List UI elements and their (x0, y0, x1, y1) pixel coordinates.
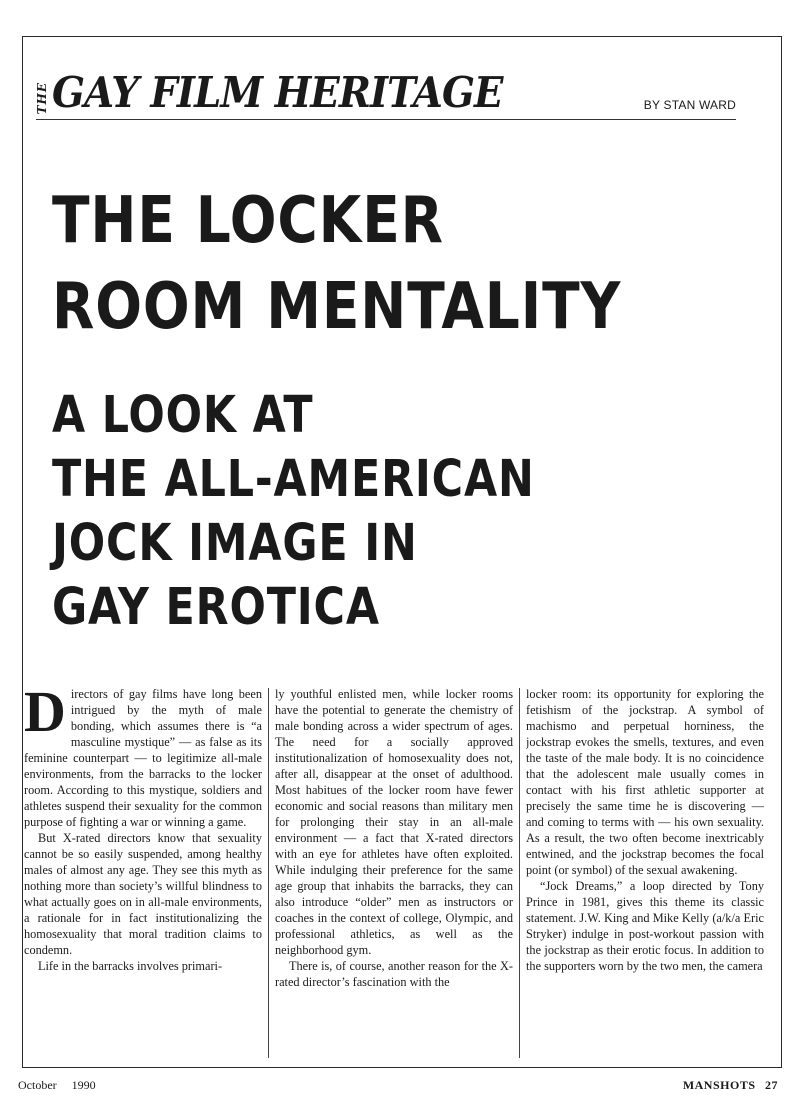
subheadline (52, 384, 623, 640)
issue-date (18, 1078, 96, 1093)
subhead-line: A LOOK AT (52, 386, 314, 445)
paragraph: locker room: its opportunity for exploring the fetishism of the jockstrap. A symbol of machismo and perpetual horniness, the jockstrap evokes the smells, textures, and even the taste of the male body. It is no coincidence that the adolescent male usually comes in contact with his first athletic supporter at precisely the same time he is discovering — and coming to terms with — his own sexuality. As a result, the two often become inextricably entwined, and the jockstrap becomes the focal point (or symbol) of the sexual awakening. (526, 687, 764, 877)
header-rule (36, 119, 736, 120)
column-divider (519, 688, 520, 1058)
paragraph (24, 686, 262, 830)
article-column-3 (526, 686, 764, 1058)
paragraph-text: irectors of gay films have long been intrigued by the myth of male bonding, which assumes there is “a masculine mystique” — as false as its feminine counterpart — to legitimize all-male environments, from the barracks to the locker room. According to this mystique, soldiers and athletes suspend their sexuality for the common purpose of fighting a war or winning a game. (24, 687, 262, 829)
paragraph: “Jock Dreams,” a loop directed by Tony Prince in 1981, gives this theme its classic statement. J.W. King and Mike Kelly (a/k/a Eric Stryker) indulge in post-workout passion with the jockstrap as their erotic focus. In addition to the supporters worn by the two men, the camera (526, 879, 764, 973)
subhead-line: THE ALL-AMERICAN (52, 450, 535, 509)
column-divider (268, 688, 269, 1058)
headline-line: ROOM MENTALITY (52, 270, 622, 344)
paragraph: ly youthful enlisted men, while locker rooms have the potential to generate the chemistry of male bonding across a wider spectrum of ages. The need for a socially approved institutionalization of homosexuality does not, after all, disappear at the onset of adulthood. Most habitues of the locker room have fewer economic and social reasons than military men for prolonging their stay in an all-male environment — a fact that X-rated directors with an eye for athletes have often exploited. While indulging their preference for the same age group that inhabits the barracks, they can also introduce “older” men as instructors or coaches in the context of college, Olympic, and professional athletics, as well as the neighborhood gym. (275, 687, 513, 957)
page-number: 27 (765, 1078, 778, 1092)
byline: BY STAN WARD (643, 98, 736, 112)
paragraph: But X-rated directors know that sexuality cannot be so easily suspended, among healthy males of almost any age. They see this myth as nothing more than society’s willful blindness to what actually goes on in all-male environments, a rationale for in fact institutionalizing the homosexuality that moral tradition claims to condemn. (24, 831, 262, 957)
headline (52, 178, 637, 350)
issue-year: 1990 (71, 1078, 96, 1092)
issue-month: October (18, 1078, 57, 1092)
subhead-line: JOCK IMAGE IN (52, 514, 418, 573)
article-column-1 (24, 686, 262, 1058)
folio (683, 1078, 778, 1093)
series-masthead (35, 64, 542, 117)
article-body (24, 686, 764, 1058)
paragraph: There is, of course, another reason for the X-rated director’s fascination with the (275, 959, 513, 989)
subhead-line: GAY EROTICA (52, 578, 380, 637)
paragraph: Life in the barracks involves primari- (38, 959, 223, 973)
series-title: GAY FILM HERITAGE (52, 68, 503, 117)
drop-cap: D (24, 686, 66, 744)
magazine-name: MANSHOTS (682, 1078, 756, 1092)
series-prefix: THE (35, 81, 49, 114)
article-column-2 (275, 686, 513, 1058)
headline-line: THE LOCKER (52, 184, 444, 258)
